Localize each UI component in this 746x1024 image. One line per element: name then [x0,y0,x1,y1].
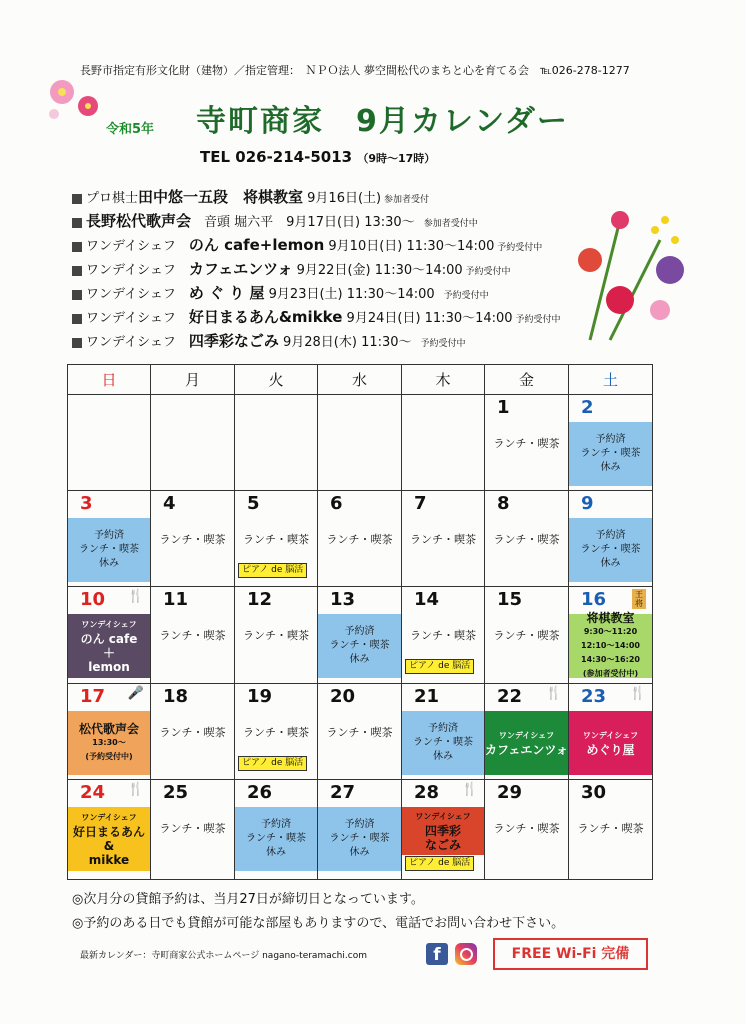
block-line: lemon [88,660,130,674]
bullet-square-icon [72,194,82,204]
instagram-icon[interactable] [455,943,477,965]
weekday-header: 火 [235,365,318,395]
weekday-header: 土 [569,365,653,395]
calendar-day-30[interactable] [569,780,653,880]
calendar-day-4[interactable] [151,491,235,587]
weekday-header: 月 [151,365,235,395]
lunch-cafe-label: ランチ・喫茶 [326,533,393,546]
calendar-day-5[interactable] [235,491,318,587]
block-line: ランチ・喫茶 [580,448,641,459]
event-item [72,234,542,255]
event-block [68,614,150,678]
block-line: 休み [349,654,370,665]
block-line: 四季彩 [424,824,461,838]
lunch-cafe-label: ランチ・喫茶 [410,629,476,642]
event-date: 9月16日(土) [303,191,382,206]
calendar-cell-empty [402,395,485,491]
event-title: 田中悠一五段 将棋教室 [138,188,304,206]
day-number: 30 [581,782,607,803]
day-number: 12 [247,589,273,610]
event-date: 9月22日(金) 11:30～14:00 [292,263,463,278]
day-number: 8 [497,493,510,514]
event-date: 9月24日(日) 11:30～14:00 [342,311,513,326]
day-number: 18 [163,686,189,707]
reserved-block [318,807,401,871]
event-item [72,282,489,303]
monthly-calendar [67,364,653,880]
calendar-cell-empty [235,395,318,491]
day-number: 14 [414,589,440,610]
block-line: ランチ・喫茶 [79,544,139,555]
shogi-piece-icon: 王将 [632,589,646,609]
block-line: ワンデイシェフ [81,620,137,629]
block-line: のん cafe [80,632,138,646]
business-hours: （9時～17時） [357,152,436,165]
calendar-day-10[interactable] [68,587,151,684]
event-block [485,711,568,775]
event-status: 予約受付中 [411,339,466,349]
block-line: 好日まるあん [72,825,145,839]
block-line: (参加者受付中) [582,669,639,678]
event-item [72,210,478,231]
event-date: 9月28日(木) 11:30～ [278,335,412,350]
calendar-day-8[interactable] [485,491,569,587]
day-number: 24 [80,782,106,803]
block-line: ランチ・喫茶 [329,640,390,651]
block-line: 予約済 [595,530,626,541]
event-title: カフェエンツォ [188,260,293,278]
event-status: 参加者受付 [381,195,429,205]
block-line: ランチ・喫茶 [246,833,306,844]
fork-knife-icon: 🍴 [629,686,646,701]
block-line: ランチ・喫茶 [329,833,390,844]
event-prefix: ワンデイシェフ [86,335,189,350]
day-number: 16 [581,589,607,610]
block-line: 12:10～14:00 [581,641,640,650]
facebook-icon[interactable]: f [426,943,448,965]
block-line: (予約受付中) [85,752,133,761]
block-line: 予約済 [261,819,291,830]
footer-note-contact: ◎予約のある日でも貸館が可能な部屋もありますので、電話でお問い合わせ下さい。 [72,916,565,931]
lunch-cafe-label: ランチ・喫茶 [577,822,644,835]
fork-knife-icon: 🍴 [545,686,562,701]
block-line: 13:30～ [92,738,126,747]
reserved-block [318,614,401,678]
day-number: 10 [80,589,106,610]
block-line: ワンデイシェフ [582,731,639,740]
block-line: カフェエンツォ [485,743,568,757]
calendar-day-9[interactable] [569,491,653,587]
reserved-block [402,711,484,775]
block-line: mikke [88,853,130,867]
page-title: 寺町商家 9月カレンダー [196,104,569,139]
day-number: 3 [80,493,93,514]
event-prefix: ワンデイシェフ [86,263,189,278]
free-wifi-badge: FREE Wi-Fi 完備 [493,938,648,970]
event-item [72,258,511,279]
event-item [72,330,466,351]
block-line: 休み [349,847,370,858]
block-line: ＋ [102,646,115,660]
day-number: 19 [247,686,273,707]
event-block [68,711,150,775]
weekday-header: 木 [402,365,485,395]
website-note: 最新カレンダー：寺町商家公式ホームページ nagano-teramachi.com [80,951,367,961]
calendar-cell-empty [68,395,151,491]
calendar-cell-empty [151,395,235,491]
block-line: めぐり屋 [586,743,635,757]
block-line: 予約済 [595,434,626,445]
event-item [72,186,429,207]
lunch-cafe-label: ランチ・喫茶 [243,629,309,642]
piano-activity-badge: ピアノ de 脳活 [238,563,307,578]
calendar-day-18[interactable] [151,684,235,780]
block-line: 将棋教室 [586,611,635,625]
lunch-cafe-label: ランチ・喫茶 [159,629,226,642]
bullet-square-icon [72,242,82,252]
piano-activity-badge: ピアノ de 脳活 [238,756,307,771]
block-line: & [103,839,115,853]
block-line: 休み [600,558,621,569]
event-title: 長野松代歌声会 [86,212,192,230]
weekday-header: 日 [68,365,151,395]
lunch-cafe-label: ランチ・喫茶 [159,726,226,739]
bullet-square-icon [72,290,82,300]
block-line: 9:30～11:20 [583,627,638,636]
calendar-day-22[interactable] [485,684,569,780]
block-line: 松代歌声会 [78,722,139,736]
contact-phone [200,148,435,166]
block-line: ワンデイシェフ [81,813,137,822]
event-status: 参加者受付中 [414,219,478,229]
microphone-icon: 🎤 [127,686,144,701]
block-line: 14:30～16:20 [581,655,640,664]
flower-bouquet-icon [560,200,690,350]
calendar-day-23[interactable] [569,684,653,780]
fork-knife-icon: 🍴 [127,782,144,797]
lunch-cafe-label: ランチ・喫茶 [493,437,560,450]
calendar-day-19[interactable] [235,684,318,780]
day-number: 20 [330,686,356,707]
era-label: 令和5年 [106,122,155,137]
piano-activity-badge: ピアノ de 脳活 [405,659,474,674]
calendar-day-15[interactable] [485,587,569,684]
calendar-day-29[interactable] [485,780,569,880]
day-number: 6 [330,493,343,514]
lunch-cafe-label: ランチ・喫茶 [493,629,560,642]
calendar-day-1[interactable] [485,395,569,491]
block-line: ランチ・喫茶 [413,737,473,748]
weekday-header: 水 [318,365,402,395]
event-status: 予約受付中 [512,315,561,325]
lunch-cafe-label: ランチ・喫茶 [243,726,309,739]
day-number: 25 [163,782,189,803]
calendar-day-25[interactable] [151,780,235,880]
lunch-cafe-label: ランチ・喫茶 [159,533,226,546]
event-date: 音頭 堀六平 9月17日(日) 13:30～ [191,215,415,230]
event-date: 9月23日(土) 11:30～14:00 [264,287,435,302]
block-line: 休み [433,751,453,762]
event-item [72,306,560,327]
calendar-day-16[interactable] [569,587,653,684]
reserved-block [569,422,652,486]
day-number: 7 [414,493,427,514]
calendar-day-21[interactable] [402,684,485,780]
flower-decoration-icon [40,70,110,130]
event-title: のん cafe+lemon [188,236,325,254]
calendar-day-11[interactable] [151,587,235,684]
day-number: 1 [497,397,510,418]
phone-number: TEL 026-214-5013 [200,148,353,166]
calendar-day-24[interactable] [68,780,151,880]
event-title: 好日まるあん&mikke [188,308,343,326]
event-status: 予約受付中 [494,243,543,253]
fork-knife-icon: 🍴 [127,589,144,604]
bullet-square-icon [72,218,82,228]
calendar-day-2[interactable] [569,395,653,491]
event-prefix: プロ棋士 [86,191,139,206]
calendar-day-17[interactable] [68,684,151,780]
event-prefix: ワンデイシェフ [86,287,189,302]
header-org-line: 長野市指定有形文化財（建物）／指定管理： ＮＰＯ法人 夢空間松代のまちと心を育てる会 ℡026-278-1277 [80,64,630,77]
calendar-day-28[interactable] [402,780,485,880]
lunch-cafe-label: ランチ・喫茶 [410,533,476,546]
reserved-block [68,518,150,582]
bullet-square-icon [72,314,82,324]
bullet-square-icon [72,338,82,348]
calendar-day-12[interactable] [235,587,318,684]
lunch-cafe-label: ランチ・喫茶 [326,726,393,739]
lunch-cafe-label: ランチ・喫茶 [159,822,226,835]
event-date: 9月10日(日) 11:30～14:00 [324,239,495,254]
day-number: 23 [581,686,607,707]
block-line: ワンデイシェフ [415,812,471,821]
calendar-day-20[interactable] [318,684,402,780]
event-block [569,611,652,678]
block-line: ワンデイシェフ [498,731,555,740]
lunch-cafe-label: ランチ・喫茶 [493,822,560,835]
day-number: 4 [163,493,176,514]
day-number: 28 [414,782,440,803]
day-number: 27 [330,782,356,803]
day-number: 17 [80,686,106,707]
day-number: 29 [497,782,523,803]
event-block [569,711,652,775]
block-line: 予約済 [94,530,124,541]
day-number: 22 [497,686,523,707]
lunch-cafe-label: ランチ・喫茶 [493,533,560,546]
event-block [402,807,484,855]
reserved-block [235,807,317,871]
day-number: 26 [247,782,273,803]
fork-knife-icon: 🍴 [461,782,478,797]
block-line: 休み [99,558,119,569]
block-line: 予約済 [344,819,375,830]
reserved-block [569,518,652,582]
block-line: 休み [266,847,286,858]
day-number: 21 [414,686,440,707]
event-prefix: ワンデイシェフ [86,311,189,326]
event-status: 予約受付中 [462,267,511,277]
bullet-square-icon [72,266,82,276]
block-line: 休み [600,462,621,473]
calendar-day-6[interactable] [318,491,402,587]
calendar-day-27[interactable] [318,780,402,880]
footer-note-deadline: ◎次月分の貸館予約は、当月27日が締切日となっています。 [72,892,424,907]
event-status: 予約受付中 [434,291,489,301]
block-line: 予約済 [344,626,375,637]
day-number: 15 [497,589,523,610]
calendar-day-13[interactable] [318,587,402,684]
calendar-day-14[interactable] [402,587,485,684]
calendar-cell-empty [318,395,402,491]
day-number: 9 [581,493,594,514]
event-prefix: ワンデイシェフ [86,239,189,254]
block-line: なごみ [424,838,461,852]
event-block [68,807,150,871]
day-number: 13 [330,589,356,610]
day-number: 11 [163,589,189,610]
calendar-day-3[interactable] [68,491,151,587]
calendar-day-26[interactable] [235,780,318,880]
piano-activity-badge: ピアノ de 脳活 [405,856,474,871]
calendar-day-7[interactable] [402,491,485,587]
event-title: 四季彩なごみ [188,332,279,350]
weekday-header: 金 [485,365,569,395]
event-title: め ぐ り 屋 [188,284,265,302]
day-number: 5 [247,493,260,514]
lunch-cafe-label: ランチ・喫茶 [243,533,309,546]
day-number: 2 [581,397,594,418]
block-line: 予約済 [428,723,458,734]
block-line: ランチ・喫茶 [580,544,641,555]
